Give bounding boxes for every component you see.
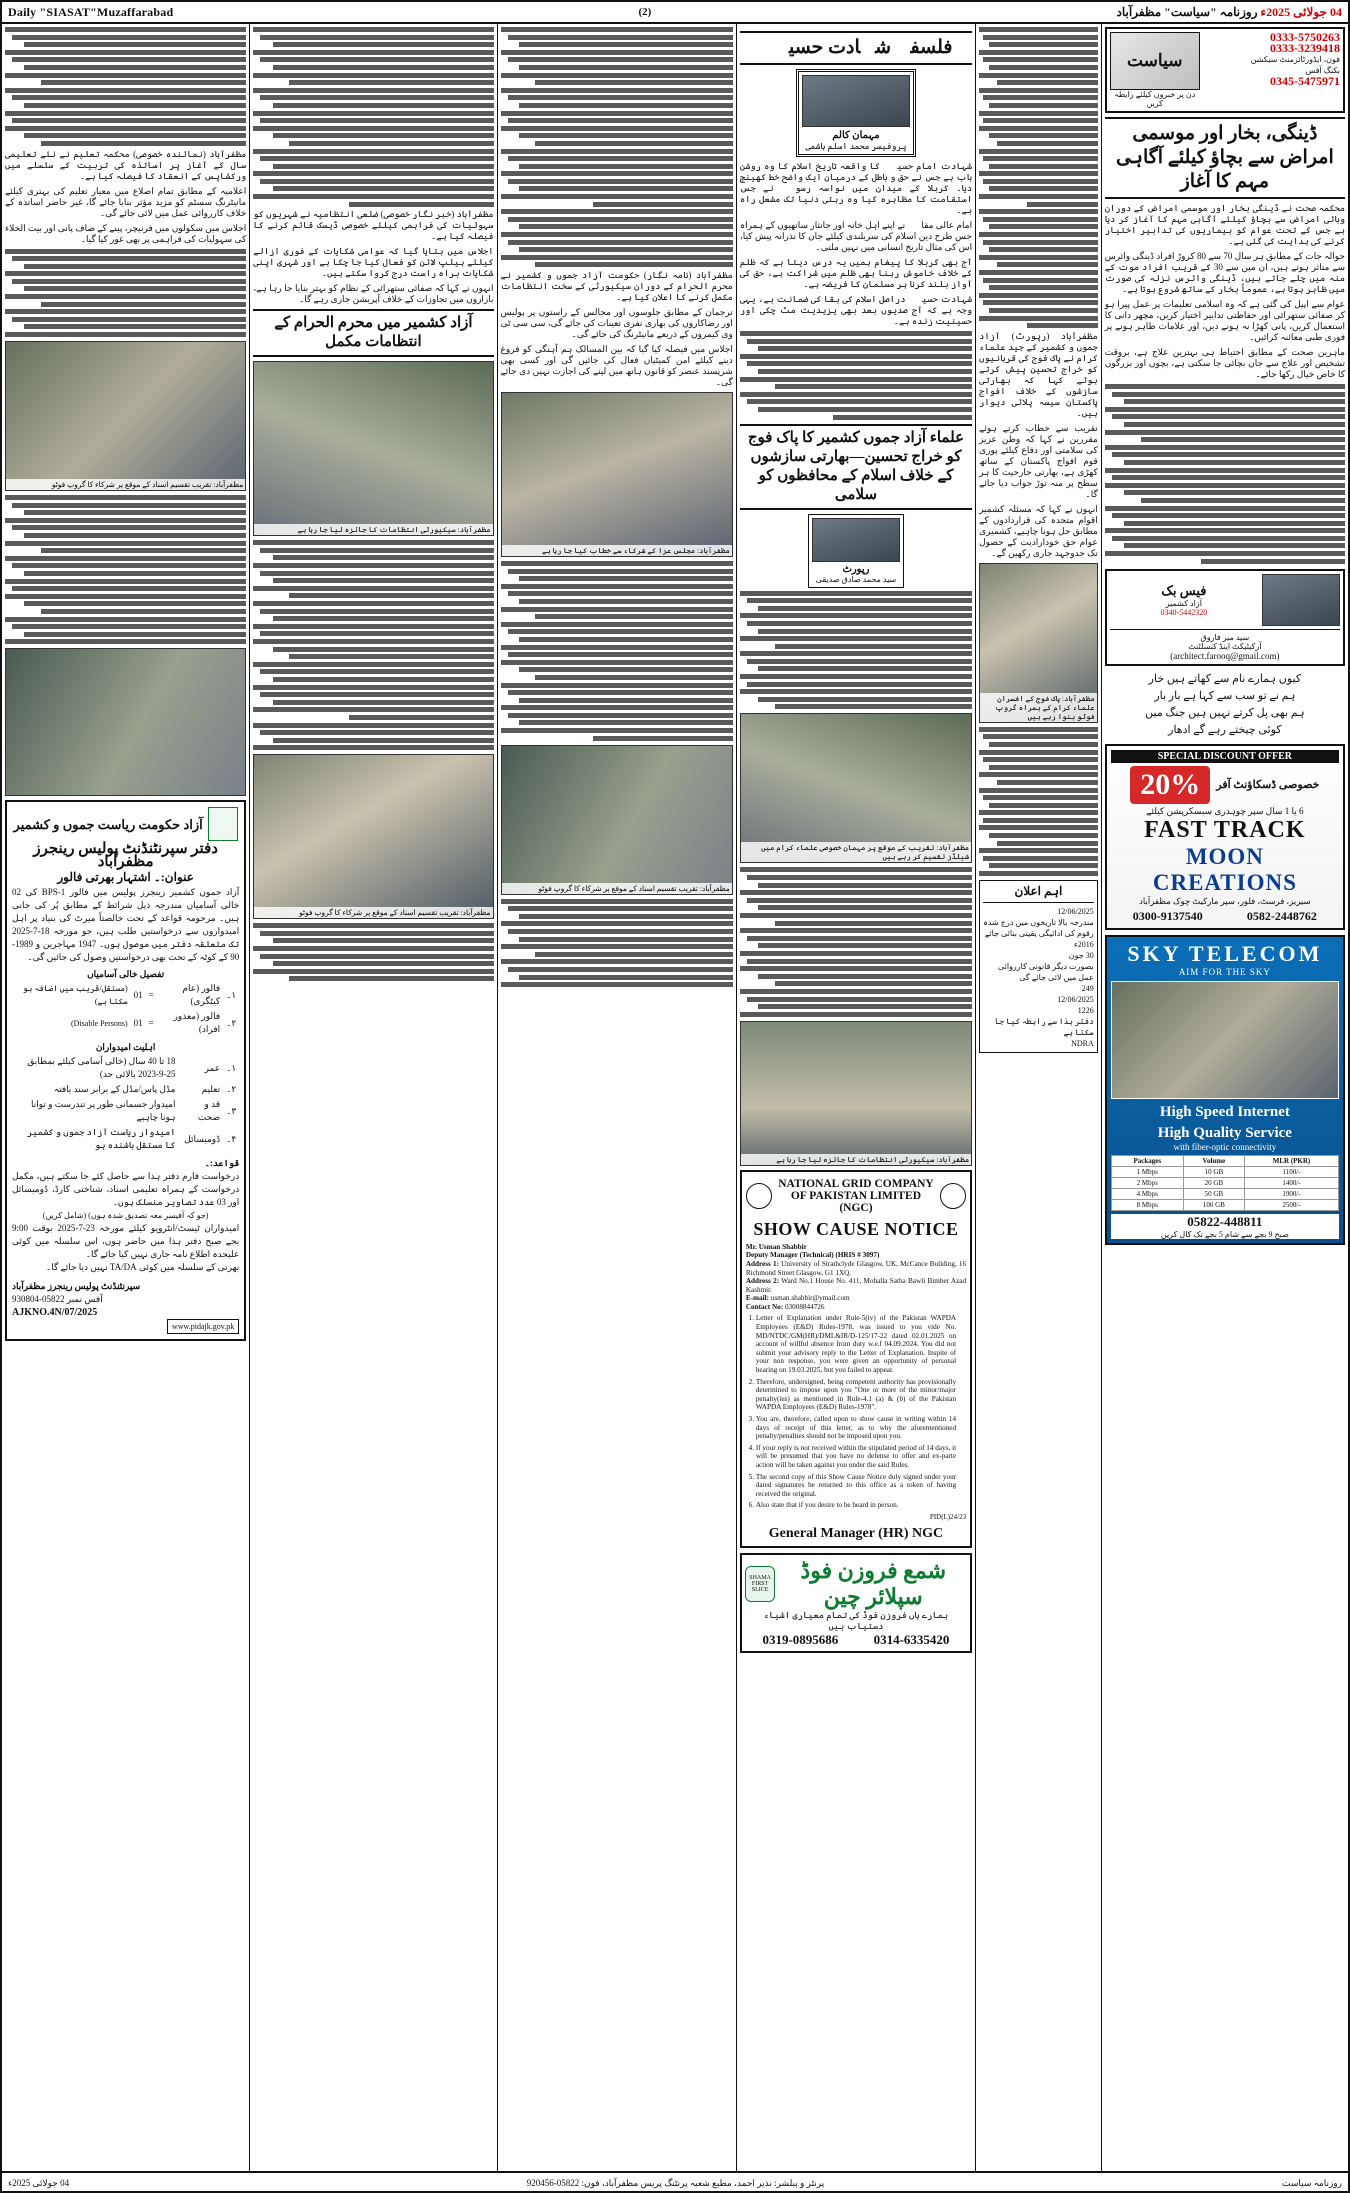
mid-left-filler-mid (501, 561, 733, 741)
report-byline-box (808, 514, 904, 588)
el-r3-idx: ۴۔ (226, 1133, 237, 1144)
sky-brand: SKY TELECOM (1127, 940, 1323, 966)
vac-r1-count: 01 (133, 1017, 143, 1028)
rangers-subject-label: عنوان:۔ (153, 870, 194, 885)
sky-r2c1: 50 GB (1183, 1188, 1244, 1199)
mid-right-body (979, 331, 1098, 559)
ngc-address1-label: Address 1: (745, 1259, 779, 1268)
siasat-ad-phone-2: 0333-3239418 (1270, 41, 1340, 55)
photo-soldiers (979, 563, 1098, 723)
ngc-address2-label: Address 2: (745, 1277, 780, 1286)
center-notice-line-1: مندرجہ بالا تاریخوں میں درج شدہ رقوم کی ادائیگی یقینی بنائی جائے (983, 918, 1094, 939)
mid-left-body (501, 270, 733, 388)
shama-phone-2: 0314-6335420 (873, 1631, 950, 1647)
siasat-masthead-ad (1105, 27, 1345, 113)
sky-r3c0: 8 Mbps (1111, 1199, 1183, 1210)
sky-th-2: MLR (PKR) (1245, 1155, 1339, 1166)
sky-telecom-ad[interactable] (1105, 935, 1345, 1245)
column-mid (736, 24, 975, 2171)
left2-filler-top (253, 27, 493, 207)
left2-filler-mid (253, 540, 493, 750)
sky-r1c1: 20 GB (1183, 1177, 1244, 1188)
column-left (2, 24, 249, 2171)
el-r1-idx: ۲۔ (226, 1084, 237, 1095)
ngc-email-label: E-mail: (745, 1294, 769, 1303)
mid-left-para-3: اجلاس میں فیصلہ کیا گیا کہ بین المسالک ہم آہنگی کو فروغ دینے کیلئے امن کمیٹیاں فعال کی جائیں گی اور کسی بھی شرپسند عنصر کو قانون ہاتھ میں لینے کی اجازت نہیں دی جائے گی۔ (500, 344, 733, 387)
photo-handshake (740, 1021, 972, 1166)
el-r2-value: امیدوار جسمانی طور پر تندرست و توانا ہونا چاہیے (30, 1099, 176, 1123)
page-grid (2, 24, 1348, 2171)
center-notice-date-1: 12/06/2025 (1057, 907, 1094, 917)
sky-r2c0: 4 Mbps (1111, 1188, 1183, 1199)
philosophy-para-2: امام عالی مقامؓ نے اپنے اہل خانہ اور جانثار ساتھیوں کے ہمراہ جس طرح دین اسلام کی سربلندی کیلئے جان کا نذرانہ پیش کیا، اس کی مثال تاریخ انسانی میں نہیں ملتی۔ (739, 220, 973, 252)
sky-r1c2: 1400/- (1245, 1177, 1339, 1188)
list-item: 5. The second copy of this Show Cause Notice duly signed under your dated signatures be returned to this office as a token of having received the original. (756, 1473, 956, 1499)
columnist-role: آرکیٹیکٹ اینڈ کنسلٹنٹ (1188, 641, 1262, 651)
shama-phone-1: 0319-0895686 (762, 1631, 839, 1647)
center-notice-ndra: NDRA (1071, 1039, 1094, 1049)
center-notice-title: اہم اعلان (1014, 884, 1063, 899)
sky-photo (1111, 981, 1339, 1099)
sky-r0c2: 1100/- (1245, 1166, 1339, 1177)
left2-filler-bottom (253, 923, 493, 981)
mid-right-para-1: مظفرآباد (رپورٹ) آزاد جموں و کشمیر کے جید علماء کرام نے پاک فوج کی قربانیوں کو خراج تحسین پیش کرتے ہوئے کہا کہ بھارتی سازشوں کے خلاف افواج پاکستان سیسہ پلائی دیوار ہیں۔ (979, 330, 1098, 418)
table-row (12, 1125, 239, 1153)
siasat-ad-phone-3: 0345-5475971 (1270, 74, 1340, 88)
moon-phone-2: 0582-2448762 (1246, 908, 1317, 923)
ngc-designation: Deputy Manager (Technical) (HRIS # 3097) (745, 1251, 880, 1260)
philosophy-filler (740, 331, 972, 420)
shama-food-ad[interactable] (740, 1553, 972, 1653)
moon-phone-1: 0300-9137540 (1132, 908, 1203, 923)
list-item: 4. If your reply is not received within the stipulated period of 14 days, it will be presumed that you have no defense to offer and ex-parte action will be taken against you under the said Rules. (756, 1444, 956, 1470)
health-para-4: ماہرین صحت کے مطابق احتیاط ہی بہترین علاج ہے، بروقت تشخیص اور علاج سے جان بچائی جا سکتی ہے، بچوں اور بزرگوں کا خاص خیال رکھا جائے۔ (1104, 347, 1345, 379)
rangers-phone-label: آفس نمبر (66, 1294, 103, 1305)
rangers-intro: آزاد جموں کشمیر رینجرز پولیس میں فالور BPS-1 کی 02 خالی آسامیاں مندرجہ ذیل شرائط کے مطابق پُر کی جانی ہیں۔ مرحومہ قواعد کے تحت خالصتاً میرٹ کی بنیاد پر اہل امیدواروں سے درخواستیں طلب ہیں، جو مورخہ 18-7-2025 تک متعلقہ دفتر میں موصول ہوں۔ 1947 مہاجرین و 1989-90 کے کوٹہ کے تحت بھی درخواستیں وصول کی جائیں گی۔ (12, 887, 240, 963)
shama-logo-icon: SHAMA FIRST SLICE (745, 1566, 776, 1602)
ngc-pid: PID(L)24/23 (929, 1512, 967, 1521)
facebook-box-phone: 0340-5442320 (1160, 607, 1208, 617)
photo-caption: مظفرآباد: تقریب کے موقع پر مہمان خصوصی علماء کرام میں شیلڈز تقسیم کر رہے ہیں (741, 842, 971, 862)
column-mid-left (497, 24, 736, 2171)
photo-caption: مظفرآباد: سیکیورٹی انتظامات کا جائزہ لیا جا رہا ہے (741, 1154, 971, 1165)
left-para-1: مظفرآباد (نمائندہ خصوصی) محکمہ تعلیم نے نئے تعلیمی سال کے آغاز پر اساتذہ کی تربیت کے سلسلے میں ورکشاپس کے انعقاد کا فیصلہ کیا ہے۔ (5, 148, 247, 181)
health-para-2: حوالہ جات کے مطابق ہر سال 70 سے 80 کروڑ افراد ڈینگی وائرس سے متاثر ہوتے ہیں، ان میں سے 30 کے قریب افراد موت کے منہ میں چلے جاتے ہیں، ڈینگی وائرس نزلہ کی صورت میں ظاہر ہوتا ہے، عموماً بخار کے ساتھ شروع ہوتا ہے۔ (1104, 251, 1346, 294)
table-row (12, 1082, 239, 1097)
rangers-detail-heading: تفصیل خالی آسامیاں (87, 969, 165, 980)
list-item: 3. You are, therefore, called upon to show cause in writing within 14 days of receipt of this letter, as to why the aforementioned penalty/penalties should not be imposed upon you. (756, 1415, 956, 1441)
left-para-2: اعلامیہ کے مطابق تمام اضلاع میں معیار تعلیم کی بہتری کیلئے مانیٹرنگ سسٹم کو مزید مؤثر بنایا جائے گا، غیر حاضر اساتذہ کے خلاف کارروائی عمل میں لائی جائے گی۔ (5, 185, 247, 218)
ulema-filler-2 (740, 867, 972, 1016)
rangers-recruitment-ad (5, 800, 246, 1341)
mid-right-filler-top (979, 27, 1098, 328)
sky-phone: 05822-448811 (1111, 1214, 1339, 1230)
table-row (1111, 1166, 1338, 1177)
mid-left-filler-top (501, 27, 733, 267)
ngc-company-name: NATIONAL GRID COMPANY OF PAKISTAN LIMITED (NGC) (778, 1177, 934, 1214)
rangers-govt-line: آزاد حکومت ریاست جموں و کشمیر (13, 816, 203, 832)
mid-left-para-2: ترجمان کے مطابق جلوسوں اور مجالس کے راستوں پر پولیس اور رضاکاروں کی بھاری نفری تعینات کی جائے گی، سی سی ٹی وی کیمروں کے ذریعے مانیٹرنگ کی جائے گی۔ (500, 307, 733, 339)
moon-creations-label: MOON CREATIONS (1152, 843, 1297, 895)
sky-r1c0: 2 Mbps (1111, 1177, 1183, 1188)
mid-right-para-3: انہوں نے کہا کہ مسئلہ کشمیر اقوام متحدہ کی قراردادوں کے مطابق حل ہونا چاہیے، کشمیری عوام حق خودارادیت کے حصول تک جدوجہد جاری رکھیں گے۔ (979, 503, 1098, 558)
moon-address: سیریز، فرسٹ، فلور، سپر مارکیٹ چوک مظفرآباد (1139, 895, 1311, 906)
siasat-logo-wrap (1110, 32, 1200, 108)
rangers-website[interactable]: www.pidajk.gov.pk (167, 1319, 239, 1334)
poem-block (1105, 671, 1345, 739)
philosophy-body (740, 161, 972, 327)
sky-th-0: Packages (1111, 1155, 1183, 1166)
health-filler-lines (1105, 384, 1345, 564)
sky-r0c1: 10 GB (1183, 1166, 1244, 1177)
el-r3-value: امیدوار ریاست آزاد جموں و کشمیر کا مستقل باشندہ ہو (27, 1127, 176, 1151)
columnist-email[interactable]: (architect.farooq@gmail.com) (1170, 650, 1280, 661)
column-left-2 (249, 24, 496, 2171)
photo-caption: مظفرآباد: تقریب تقسیم اسناد کے موقع پر شرکاء کا گروپ فوٹو (254, 907, 492, 918)
siasat-logo: سیاست (1110, 32, 1200, 90)
rangers-office-phone (12, 1293, 239, 1306)
rangers-subject-text: اشتہار بھرتی فالور (57, 870, 151, 885)
vac-r1-eq: = (148, 1017, 154, 1028)
el-r2-idx: ۳۔ (226, 1105, 237, 1116)
ngc-address1: University of Strathclyde Glasgow, UK, McCance Building, 16 Richmond Street Glasgow, G1 1XQ. (745, 1259, 967, 1277)
el-r2-label: قد و صحت (197, 1099, 221, 1123)
left-para-3: اجلاس میں سکولوں میں فرنیچر، پینے کے صاف پانی اور بیت الخلاء کی سہولیات کی فراہمی پر بھی غور کیا گیا۔ (5, 222, 247, 244)
column-mid-right (975, 24, 1101, 2171)
center-notice-line-2: بصورت دیگر قانونی کارروائی عمل میں لائی جائے گی (997, 962, 1094, 983)
reporter-photo (812, 518, 900, 562)
center-notice-num: 1226 (1077, 1006, 1094, 1016)
vac-r1-idx: ۲۔ (226, 1017, 237, 1028)
masthead-date: 04 جولائی 2025ء (1260, 4, 1342, 19)
poem-line-4: کوئی چیختے رہے گے ادھار (1168, 723, 1282, 736)
masthead-left-title: Daily "SIASAT"Muzaffarabad (8, 4, 174, 19)
discount-percent: 20% (1130, 766, 1210, 804)
guest-column-label: مہمان کالم (832, 130, 880, 141)
philosophy-headline: فلسفہ شہادت حسینؓ (740, 31, 972, 65)
sky-sub: with fiber-optic connectivity (1173, 1141, 1277, 1152)
photo-caption: مظفرآباد: مجلس عزا کے شرکاء سے خطاب کیا جا رہا ہے (502, 545, 732, 556)
health-headline: ڈینگی، بخار اور موسمی امراض سے بچاؤ کیلئے آگاہی مہم کا آغاز (1105, 117, 1345, 199)
el-r1-label: تعلیم (201, 1084, 221, 1095)
center-notice-date-5: 12/06/2025 (1057, 995, 1094, 1005)
left2-para-1: مظفرآباد (خبر نگار خصوصی) ضلعی انتظامیہ نے شہریوں کو سہولیات کی فراہمی کیلئے خصوصی ڈیسک قائم کرنے کا فیصلہ کیا ہے۔ (253, 209, 494, 242)
rangers-eligibility-table (12, 1054, 239, 1153)
vac-r1-note: (Disable Persons) (71, 1018, 128, 1028)
sky-r2c2: 1900/- (1245, 1188, 1339, 1199)
footer-printline: پرنٹر و پبلشر: نذیر احمد، مطبع شعبہ پرنٹنگ پریس مظفرآباد، فون: 05822-920456 (526, 2177, 825, 2188)
shama-sub: ہمارے ہاں فروزن فوڈ کی تمام معیاری اشیاء دستیاب ہیں (763, 1609, 949, 1631)
vac-r0-note: (مستقل/قریب میں اضافہ ہو سکتا ہے) (23, 984, 128, 1007)
philosophy-para-4: شہادت حسینؓ دراصل اسلام کی بقا کی ضمانت ہے، یہی وجہ ہے کہ آج صدیوں بعد بھی یزیدیت مٹ چکی اور حسینیت زندہ ہے۔ (739, 294, 973, 326)
table-row (1111, 1199, 1338, 1210)
rangers-phone-value: 05822-930804 (12, 1294, 65, 1305)
ngc-signatory: General Manager (HR) NGC (768, 1525, 944, 1541)
rangers-ajk-no: AJKNO.4N/07/2025 (12, 1307, 98, 1319)
discount-line-urdu: 6 یا 1 سال سپر چوہدری سبسکرپشن کیلئے (1146, 805, 1304, 816)
page-footer (2, 2171, 1348, 2193)
ngc-seal-icon (940, 1183, 966, 1209)
table-row (12, 1009, 239, 1037)
poem-line-1: کیوں ہمارے نام سے کھاتے ہیں خار (1148, 672, 1302, 685)
masthead-right (1117, 5, 1342, 20)
table-row (1111, 1177, 1338, 1188)
rangers-terms-heading: قواعد:۔ (204, 1158, 240, 1169)
sky-package-table (1111, 1155, 1339, 1211)
mid-left-filler-bottom (501, 899, 733, 988)
guest-column-box (796, 69, 916, 157)
sky-r0c0: 1 Mbps (1111, 1166, 1183, 1177)
masthead (2, 2, 1348, 24)
reporter-name: سید محمد صادق صدیقی (815, 574, 897, 584)
list-item: 2. Therefore, undersigned, being competent authority has provisionally determined to impose upon you "One or more of the minor/major penalty(ies) as mentioned in Rule-4.1 (a) & (b) of the Pakistan WAPDA Employees (E&D) Rules-1978". (756, 1378, 956, 1412)
health-para-3: عوام سے اپیل کی گئی ہے کہ وہ اسلامی تعلیمات پر عمل پیرا ہو کر صفائی ستھرائی اور حفاظتی تدابیر اختیار کریں، مچھر دانی کا استعمال کریں، پانی کھڑا نہ ہونے دیں، اور علامات ظاہر ہونے پر فوری طبی معائنہ کرائیں۔ (1104, 299, 1345, 342)
health-article-body (1105, 203, 1345, 380)
philosophy-para-1: شہادت امام حسینؓ کا واقعہ تاریخ اسلام کا وہ روشن باب ہے جس نے حق و باطل کے درمیان ایک واضح خط کھینچ دیا۔ کربلا کے میدان میں نواسہ رسولؐ نے جس استقامت کا مظاہرہ کیا وہ رہتی دنیا تک مشعل راہ ہے۔ (739, 161, 973, 215)
table-row (12, 981, 239, 1009)
ngc-show-cause-notice (740, 1170, 972, 1548)
vac-r0-title: فالور (عام کیٹگری) (182, 983, 221, 1007)
facebook-box-subtitle: آزاد کشمیر (1165, 598, 1202, 608)
vac-r0-count: 01 (133, 989, 143, 1000)
ajk-emblem-icon (208, 807, 238, 841)
guest-author-photo (802, 75, 910, 127)
photo-officers (5, 341, 246, 491)
sky-r3c2: 2500/- (1245, 1199, 1339, 1210)
photo-caption: مظفرآباد: سیکیورٹی انتظامات کا جائزہ لیا جا رہا ہے (254, 524, 492, 535)
center-notice-body (983, 906, 1094, 1049)
el-r0-value: 18 تا 40 سال (خالی آسامی کیلئے بمطابق 25-9-2023 بالائی حد) (27, 1056, 176, 1080)
footer-left: روزنامہ سیاست (1281, 2177, 1342, 2188)
el-r1-value: مڈل پاس/مڈل کے برابر سند یافتہ (53, 1084, 176, 1095)
sky-headline-1: High Speed Internet (1159, 1103, 1290, 1120)
center-notice-date-2: 2016ء (1073, 940, 1094, 950)
ngc-address2: Ward No.1 House No. 411, Mohalla Satha Bawli Bimber Azad Kashmir. (745, 1277, 967, 1294)
table-row (12, 1097, 239, 1125)
el-r0-label: عمر (204, 1062, 221, 1073)
list-item: امیدواران ٹیسٹ/انٹرویو کیلئے مورخہ 23-7-2025 بوقت 9:00 بجے صبح دفتر ہذا میں حاضر ہوں، اس سلسلہ میں کوئی علیحدہ اطلاع نامہ جاری نہیں کیا جائے گا۔ (12, 1223, 240, 1260)
photo-group (5, 648, 246, 796)
fast-track-label: FAST TRACK (1144, 816, 1306, 843)
page-number: (2) (638, 6, 652, 18)
photo-caption: مظفرآباد: پاک فوج کے افسران علماء کرام کے ہمراہ گروپ فوٹو بنوا رہے ہیں (980, 693, 1097, 722)
photo-gathering (501, 392, 733, 557)
left-body (5, 149, 246, 245)
mid-right-filler-mid (979, 727, 1098, 876)
poem-line-2: ہم نے تو سب سے کہا ہے بار بار (1154, 689, 1296, 702)
list-item: (جو کہ آفیسر معہ تصدیق شدہ ہوں) (شامل کریں) (42, 1211, 209, 1221)
column-right (1101, 24, 1348, 2171)
columnist-photo (1262, 574, 1340, 626)
vac-r1-title: فالور (معذور افراد) (173, 1011, 221, 1035)
list-item: بھرتی کے سلسلہ میں کوئی TA/DA نہیں دیا جائے گا۔ (45, 1262, 240, 1273)
photo-ceremony (740, 713, 972, 863)
photo-crowd (501, 745, 733, 895)
siasat-logo-sub: دن پر خبروں کیلئے رابطہ کریں (1114, 90, 1196, 108)
masthead-right-title: روزنامہ "سیاست" مظفرآباد (1116, 4, 1258, 19)
ngc-notice-body (746, 1243, 966, 1522)
ulema-headline: علماء آزاد جموں کشمیر کا پاک فوج کو خراج تحسین—بھارتی سازشوں کے خلاف اسلام کے محافظوں کو سلامی (740, 424, 972, 510)
rangers-signature: سپرنٹنڈنٹ پولیس رینجرز مظفرآباد (12, 1281, 141, 1292)
table-row (1111, 1188, 1338, 1199)
rangers-subject (12, 871, 239, 884)
sky-headline-2: High Quality Service (1157, 1124, 1292, 1141)
photo-caption: مظفرآباد: تقریب تقسیم اسناد کے موقع پر شرکاء کا گروپ فوٹو (502, 883, 732, 894)
center-notice-amount: 249 (1081, 984, 1094, 994)
left-filler-3 (5, 495, 246, 644)
sky-r3c1: 100 GB (1183, 1199, 1244, 1210)
philosophy-para-3: آج بھی کربلا کا پیغام ہمیں یہ درس دیتا ہے کہ ظلم کے خلاف خاموش رہنا بھی ظلم میں شراکت ہے، حق کی آواز بلند کرنا ہر مسلمان کا فریضہ ہے۔ (739, 257, 973, 289)
ngc-person-name: Mr. Usman Shabbir (745, 1242, 807, 1251)
siasat-ad-phone-1: 0333-5750263 (1270, 30, 1340, 44)
vac-r0-eq: = (148, 989, 154, 1000)
rangers-office-title: دفتر سپرنٹنڈنٹ پولیس رینجرز مظفرآباد (33, 841, 218, 871)
report-label: رپورٹ (842, 563, 870, 575)
center-notice-ad (979, 880, 1098, 1053)
footer-right: 04 جولائی 2025ء (8, 2177, 70, 2188)
center-notice-line-3: دفتر ہذا سے رابطہ کیا جا سکتا ہے (994, 1017, 1094, 1038)
left2-para-3: انہوں نے کہا کہ صفائی ستھرائی کے نظام کو بہتر بنایا جا رہا ہے، بازاروں میں تجاوزات کے خلاف آپریشن جاری رہے گا۔ (253, 283, 494, 305)
el-r0-idx: ۱۔ (226, 1062, 237, 1073)
ngc-contact: 03008844726 (784, 1302, 825, 1311)
ngc-contact-label: Contact No: (745, 1302, 784, 1311)
ngc-email[interactable]: usman.shabbir@ymail.com (770, 1294, 850, 1303)
facebook-column-box (1105, 569, 1345, 666)
center-notice-date-3: 30 جون (1068, 951, 1094, 961)
left2-para-2: اجلاس میں بتایا گیا کہ عوامی شکایات کے فوری ازالے کیلئے ہیلپ لائن کو فعال کیا جا چکا ہے اور شہری اپنی شکایات براہ راست درج کروا سکتے ہیں۔ (253, 246, 494, 279)
photo-award (253, 754, 493, 919)
ngc-logo-icon (746, 1183, 772, 1209)
siasat-ad-tag: بکنگ آفس (1305, 66, 1340, 75)
ngc-notice-title: SHOW CAUSE NOTICE (753, 1218, 959, 1239)
list-item: 1. Letter of Explanation under Rule-5(iv) of the Pakistan WAPDA Employees (E&D) Rules-1978, was issued to you vide No. MD/NTDC/GM(HR)/DML&IR/D-125/17-22 dated 02.01.2025 on account of willful absence from duty w.e.f 04.09.2024. You did not submit your advisory reply to the Letter of Explanation. Inspite of your non response, you were given an opportunity of personal hearing on 19.03.2025, but you failed to appear. (756, 1314, 956, 1374)
guest-column-author: پروفیسر محمد اسلم ہاشمی (805, 141, 907, 151)
table-row (12, 1054, 239, 1082)
security-subheadline: آزاد کشمیر میں محرم الحرام کے انتظامات مکمل (253, 309, 493, 357)
health-para-1: محکمہ صحت نے ڈینگی بخار اور موسمی امراض کے دوران وبائی امراض سے بچاؤ کیلئے آگاہی مہم کا آغاز کر دیا ہے جس کے تحت عوام کو بیماریوں کی تدابیر اختیار کرنے کی ہدایت کی گئی ہے۔ (1104, 203, 1345, 246)
ulema-filler (740, 591, 972, 710)
left-filler-2 (5, 249, 246, 338)
list-item: 6. Also state that if you desire to be heard in person. (756, 1501, 956, 1510)
rangers-vacancy-table (12, 981, 239, 1037)
mid-right-para-2: تقریب سے خطاب کرتے ہوئے مقررین نے کہا کہ وطن عزیز کی سلامتی اور دفاع کیلئے پوری قوم افواج پاکستان کے ساتھ کھڑی ہے، بھارتی جارحیت کا ہر سطح پر منہ توڑ جواب دیا جائے گا۔ (979, 422, 1098, 499)
special-discount-ad[interactable] (1105, 744, 1345, 930)
sky-footer-urdu: صبح 9 بجے سے شام 5 بجے تک کال کریں (1111, 1230, 1339, 1239)
el-r3-label: ڈومیسائل (184, 1133, 221, 1144)
left2-body (253, 209, 493, 305)
sky-th-1: Volume (1183, 1155, 1244, 1166)
poem-line-3: ہم بھی پل کرتے نہیں ہیں جنگ میں (1145, 706, 1305, 719)
columnist-name: سید میر فاروق (1200, 632, 1250, 642)
left-filler-top (5, 27, 246, 146)
discount-title: SPECIAL DISCOUNT OFFER (1111, 750, 1339, 763)
rangers-eligibility-heading: اہلیت امیدواران (95, 1042, 156, 1053)
rangers-terms (12, 1170, 239, 1274)
mid-left-para-1: مظفرآباد (نامہ نگار) حکومت آزاد جموں و کشمیر نے محرم الحرام کے دوران سیکیورٹی کے سخت انتظامات مکمل کرنے کا اعلان کیا ہے۔ (500, 270, 733, 302)
facebook-box-title: فیس بک (1161, 582, 1207, 598)
vac-r0-idx: ۱۔ (226, 989, 237, 1000)
discount-title-urdu: خصوصی ڈسکاؤنٹ آفر (1216, 779, 1320, 792)
photo-meeting (253, 361, 493, 536)
shama-name: شمع فروزن فوڈ سپلائر چین (800, 1557, 947, 1609)
siasat-ad-line-1: فون، ایڈورٹائزمنٹ سیکشن (1250, 55, 1340, 64)
list-item: درخواست فارم دفتر ہذا سے حاصل کئے جا سکتے ہیں، مکمل درخواست کے ہمراہ تعلیمی اسناد، شناختی کارڈ، ڈومیسائل اور 03 عدد تصاویر منسلک ہوں۔ (12, 1171, 240, 1208)
sky-tagline: AIM FOR THE SKY (1178, 966, 1271, 977)
siasat-ad-text (1203, 32, 1340, 108)
photo-caption: مظفرآباد: تقریب تقسیم اسناد کے موقع پر شرکاء کا گروپ فوٹو (6, 479, 245, 490)
